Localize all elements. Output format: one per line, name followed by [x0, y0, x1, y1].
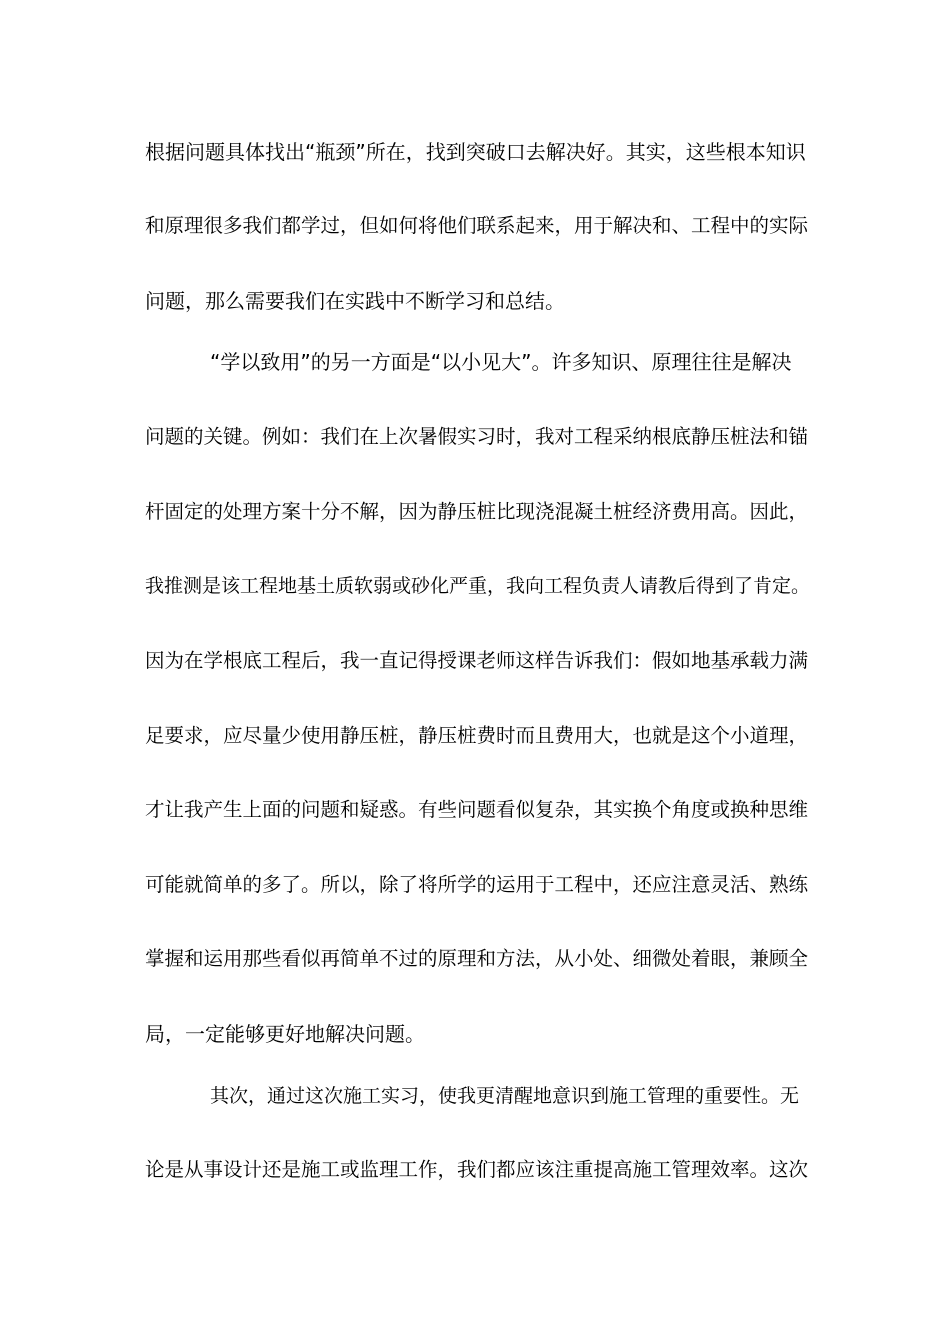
text-line: 和原理很多我们都学过，但如何将他们联系起来，用于解决和、工程中的实际 — [145, 214, 809, 237]
text-line: 足要求，应尽量少使用静压桩，静压桩费时而且费用大，也就是这个小道理， — [145, 724, 809, 747]
text-line: 我推测是该工程地基土质软弱或砂化严重，我向工程负责人请教后得到了肯定。 — [145, 575, 811, 597]
text-line: “学以致用”的另一方面是“以小见大”。许多知识、原理往往是解决 — [210, 350, 792, 374]
text-line: 才让我产生上面的问题和疑惑。有些问题看似复杂，其实换个角度或换种思维 — [145, 798, 809, 821]
text-line: 问题的关键。例如：我们在上次暑假实习时，我对工程采纳根底静压桩法和锚 — [145, 425, 809, 448]
text-line: 杆固定的处理方案十分不解，因为静压桩比现浇混凝土桩经济费用高。因此， — [145, 500, 809, 523]
text-line: 问题，那么需要我们在实践中不断学习和总结。 — [145, 289, 565, 313]
text-line: 局，一定能够更好地解决问题。 — [145, 1022, 425, 1046]
text-line: 掌握和运用那些看似再简单不过的原理和方法，从小处、细微处着眼，兼顾全 — [145, 947, 809, 970]
text-line: 论是从事设计还是施工或监理工作，我们都应该注重提高施工管理效率。这次 — [145, 1158, 809, 1181]
text-line: 其次，通过这次施工实习，使我更清醒地意识到施工管理的重要性。无 — [210, 1085, 800, 1107]
text-line: 根据问题具体找出“瓶颈”所在，找到突破口去解决好。其实，这些根本知识 — [145, 140, 806, 164]
text-line: 因为在学根底工程后，我一直记得授课老师这样告诉我们：假如地基承载力满 — [145, 649, 809, 672]
text-line: 可能就简单的多了。所以，除了将所学的运用于工程中，还应注意灵活、熟练 — [145, 873, 809, 896]
